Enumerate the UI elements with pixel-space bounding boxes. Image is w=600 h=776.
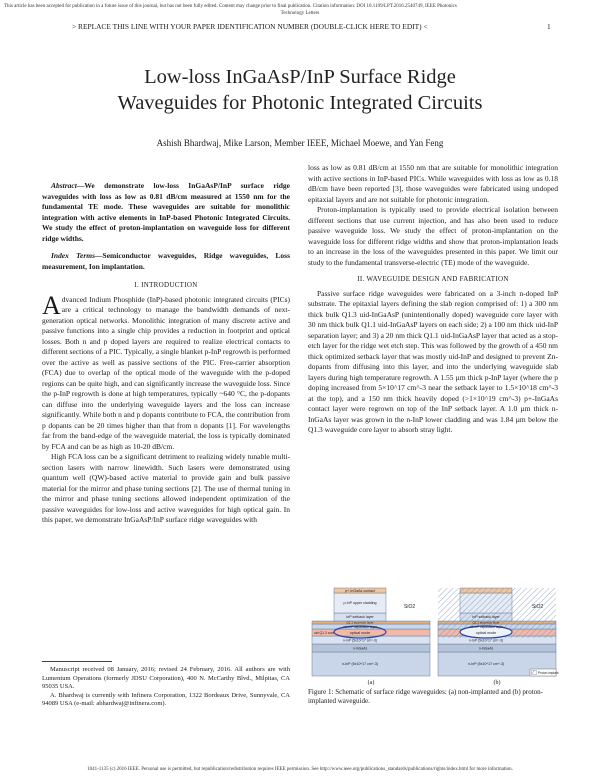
footnote [42,666,290,709]
right-column [308,163,558,436]
publication-notice [4,3,596,17]
label-ninp2-a: n-InP (5x10^17 cm^-3) [341,662,379,666]
sub-label-a: (a) [367,680,375,686]
label-setback-a: InP setback layer [346,615,374,619]
intro-paragraph-1 [42,290,290,453]
label-stop-etch-a: Q1.1 stop-etch layer [346,620,374,625]
section-heading-intro: I. INTRODUCTION [134,281,198,289]
notice-line-2: Technology Letters [280,11,320,16]
right-paragraph-2: Proton-implantation is typically used to provide electrical isolation between different sections that use current injection, and has also been used to reduce passive waveguide loss. We study the effect of proton-implantation on the waveguide loss for different ridge widths and show that proton-implantation leads to an increase in the loss of the waveguides presented in this paper. We limit our study to the fundamental transverse-electric (TE) mode of the waveguide. [308,205,558,267]
label-upper-clad-a: p-InP upper cladding [343,601,377,605]
footnote-divider [42,661,112,662]
label-ningaas-b: n-InGaAs [478,646,494,651]
drop-cap: A [42,290,61,320]
intro-paragraph-2: High FCA loss can be a significant detriment to realizing widely tunable multi-section lasers with narrow linewidth. Such lasers were demonstrated using quantum well (QW)-based active material to provide gain and bulk passive material for the mirror and phase tuning sections [2]. The use of thermal tuning in the mirror and phase tuning sections allowed independent optimization of the passive waveguides for low-loss and active waveguides for high optical gain. In this paper, we demonstrate InGaAsP/InP surface ridge waveguides with [42,452,290,524]
index-terms-label: Index Terms [51,251,96,260]
right-paragraph-1: loss as low as 0.81 dB/cm at 1550 nm that are suitable for monolithic integration with active sections in InP-based PICs. While waveguides with loss as low as 0.18 dB/cm have been reported [3], those waveguides were fabricated using undoped epitaxial layers and are not suitable for photonic integration. [308,163,558,204]
intro-p1-text: dvanced Indium Phosphide (InP)-based photonic integrated circuits (PICs) are a critical technology to manage the bandwidth demands of next-generation optical networks. Monolithic integration of many discrete active and passive functions into a single chip provides a reduction in footprint and optical losses. Both n and p doped layers are required to realize electrical contacts to different sections of a PIC. Typically, a single blanket p-InP regrowth is performed over the active as well as passive sections of the PIC. Free-carrier absorption (FCA) due to overlap of the optical mode of the waveguide with the p-doped regions can be quite high, and can significantly increase the waveguide loss. Since the p-InP regrowth is done at high temperatures, typically ~640 °C, the p-dopants can diffuse into the underlying waveguide layers and the loss can increase significantly. While both n and p dopants contribute to FCA, the contribution from p dopants can be 20 times higher than that from n dopants [1]. For wavelengths far from the band-edge of the waveguide material, the loss is typically dominated by FCA and can be as high as 10-20 dB/cm. [42,294,290,451]
notice-line: This article has been accepted for publication in a future issue of this journal, but has not been fully edited. Content may change prior to final publication. Citation information: DOI 10.1109/LPT.2016.2540749, IEEE Photonics [4,4,457,9]
panel-a [312,588,430,676]
copyright-notice: 1041-1135 (c) 2016 IEEE. Personal use is permitted, but republication/redistribution requires IEEE permission. See http://www.ieee.org/publications_standards/publications/rights/index.html for more information. [87,767,513,772]
label-ningaas-a: n-InGaAs [352,646,368,651]
figure-caption: Figure 1: Schematic of surface ridge waveguides: (a) non-implanted and (b) proton-implanted waveguide. [308,688,544,705]
label-stop-etch-b: Q1.1 stop-etch layer [472,620,500,625]
footnote-manuscript: Manuscript received 08 January, 2016; revised 24 February, 2016. All authors are with Lumentum Operations (formerly JDSU Corporation), 400 N. McCarthy Blvd., Milpitas, CA 95035 USA. [42,666,290,691]
abstract-text: We demonstrate low-loss InGaAsP/InP surface ridge waveguides with loss as low as 0.81 dB/cm measured at 1550 nm for the fundamental TE mode. These waveguides are suitable for monolithic integration with active elements in InP-based Photonic Integrated Circuits. We study the effect of proton-implantation on waveguide loss for different ridge widths. [42,181,290,243]
label-core-a: uid Q1.3 core [314,631,335,635]
label-separation-b: uid-InP separation layer [469,624,503,629]
title-line-2: Waveguides for Photonic Integrated Circuits [117,92,483,114]
sub-label-b: (b) [493,680,501,686]
label-optical-mode-b: optical mode [475,631,497,635]
index-terms: Index Terms—Semiconductor waveguides, Ridge waveguides, Loss measurement, Ion implantation. [42,251,291,271]
paper-id-header: > REPLACE THIS LINE WITH YOUR PAPER IDENTIFICATION NUMBER (DOUBLE-CLICK HERE TO EDIT) < [72,22,428,31]
label-proton-legend: Proton implant [538,670,559,675]
label-separation-a: uid-InP separation layer [343,624,377,629]
author-list [0,138,600,148]
page-number: 1 [547,22,551,31]
label-ninp2-b: n-InP (5x10^17 cm^-3) [467,662,505,666]
label-ninp1-b: n-InP (5x10^17 cm^-3) [468,638,504,643]
label-ninp1-a: n-InP (5x10^17 cm^-3) [342,638,378,643]
abstract: Abstract—We demonstrate low-loss InGaAsP/InP surface ridge waveguides with loss as low as 0.81 dB/cm measured at 1550 nm for the fundamental TE mode. These waveguides are suitable for monolithic integration with active elements in InP-based Photonic Integrated Circuits. We study the effect of proton-implantation on waveguide loss for different ridge widths. [42,181,290,243]
left-column [42,181,290,526]
footnote-affiliation: A. Bhardwaj is currently with Infinera Corporation, 1322 Bordeaux Drive, Sunnyvale, CA 94089 USA (e-mail: abhardwaj@infinera.com). [42,691,290,708]
label-sio2-b: SiO2 [532,604,544,610]
section-heading-design: II. WAVEGUIDE DESIGN AND FABRICATION [357,275,509,283]
waveguide-schematic [308,580,560,686]
panel-b [438,588,559,676]
label-contact-a: p+-InGaAs contact [345,589,375,593]
right-paragraph-3: Passive surface ridge waveguides were fabricated on a 3-inch n-doped InP substrate. The epitaxial layers defining the slab region comprised of: 1) a 300 nm thick bulk Q1.3 uid-InGaAsP (unintentionally doped) waveguide core layer with 30 nm thick bulk Q1.1 uid-InGaAsP layers on each side; 2) a 100 nm thick uid-InP separation layer; and 3) a 20 nm thick Q1.1 uid-InGaAsP layer that acted as a stop-etch layer for the ridge wet etch step. This was followed by the growth of a 450 nm thick optimized setback layer that was mostly uid-InP and designed to prevent Zn-dopants from diffusing into this layer, and into the underlying waveguide slab layers during high temperature regrowth. A 1.55 µm thick p-InP layer (where the p doping increased from 5×10^17 cm^-3 near the setback layer to 1.5×10^18 cm^-3 at the top), and a 150 nm thick heavily doped (>1×10^19 cm^-3) p+-InGaAs contact layer were regrown on top of the InP setback layer. A 1.0 µm thick n-InGaAs layer was grown in the n-InP lower cladding and was 1.84 µm below the Q1.3 waveguide core layer to absorb stray light. [308,288,558,434]
label-optical-mode-a: optical mode [349,631,371,635]
label-setback-b: InP setback layer [472,615,500,619]
title-line-1: Low-loss InGaAsP/InP Surface Ridge [144,66,456,88]
authors-text: Ashish Bhardwaj, Mike Larson, Member IEEE, Michael Moewe, and Yan Feng [156,138,444,148]
figure-1 [308,580,560,686]
abstract-label: Abstract [51,181,77,190]
paper-title [0,64,600,116]
index-terms-text: Semiconductor waveguides, Ridge waveguides, Loss measurement, Ion implantation. [42,251,291,271]
label-sio2-a: SiO2 [404,604,416,610]
